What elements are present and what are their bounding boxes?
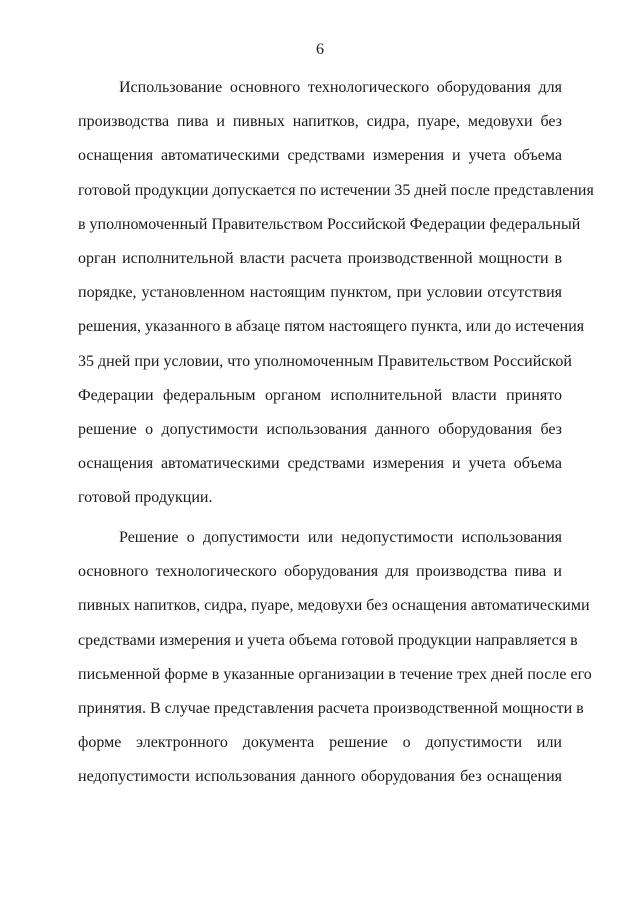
paragraph-line: готовой продукции допускается по истечении 35 дней после представления (78, 181, 594, 199)
page-number: 6 (316, 41, 324, 58)
paragraph-line: производства пива и пивных напитков, сидра, пуаре, медовухи без (78, 113, 562, 131)
paragraph-line: оснащения автоматическими средствами измерения и учета объема (78, 455, 562, 473)
paragraph-line: оснащения автоматическими средствами измерения и учета объема (78, 147, 562, 165)
paragraph-line: порядке, установленном настоящим пунктом, при условии отсутствия (78, 284, 562, 302)
paragraph-line: недопустимости использования данного оборудования без оснащения (78, 768, 562, 786)
paragraph-line: Использование основного технологического оборудования для (119, 79, 562, 96)
paragraph-1 (78, 78, 594, 522)
paragraph-line: средствами измерения и учета объема готовой продукции направляется в (78, 631, 578, 649)
paragraph-line: пивных напитков, сидра, пуаре, медовухи без оснащения автоматическими (78, 597, 590, 615)
paragraph-line: решение о допустимости использования данного оборудования без (78, 420, 562, 438)
paragraph-line: форме электронного документа решение о допустимости или (78, 734, 562, 752)
paragraph-line: готовой продукции. (78, 489, 213, 507)
paragraph-line: в уполномоченный Правительством Российской Федерации федеральный (78, 215, 581, 233)
paragraph-line: основного технологического оборудования для производства пива и (78, 563, 562, 581)
paragraph-line: орган исполнительной власти расчета производственной мощности в (78, 249, 562, 267)
paragraph-line: решения, указанного в абзаце пятом настоящего пункта, или до истечения (78, 318, 585, 336)
paragraph-line: 35 дней при условии, что уполномоченным Правительством Российской (78, 352, 572, 370)
paragraph-line: Решение о допустимости или недопустимости использования (119, 529, 562, 546)
paragraph-line: Федерации федеральным органом исполнительной власти принято (78, 386, 562, 404)
paragraph-line: письменной форме в указанные организации в течение трех дней после его (78, 665, 592, 683)
paragraph-line: принятия. В случае представления расчета производственной мощности в (78, 699, 584, 717)
paragraph-2 (78, 528, 592, 802)
